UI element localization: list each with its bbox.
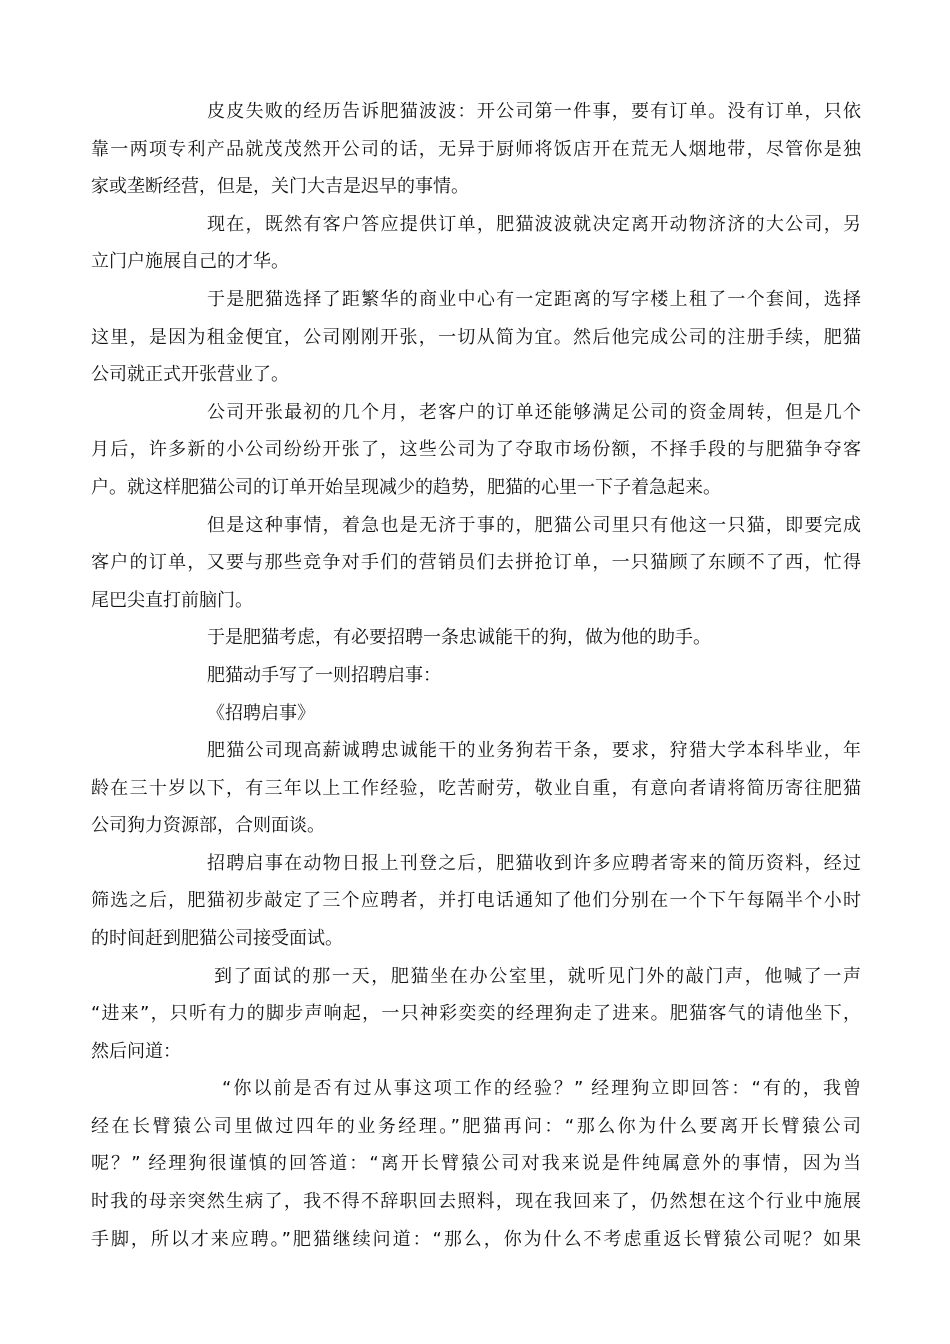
text-line: 家或垄断经营，但是，关门大吉是迟早的事情。 bbox=[91, 176, 469, 197]
text-line: 靠一两项专利产品就茂茂然开公司的话，无异于厨师将饭店开在荒无人烟地带，尽管你是独 bbox=[91, 139, 861, 160]
text-line: 现在，既然有客户答应提供订单，肥猫波波就决定离开动物济济的大公司，另 bbox=[207, 214, 861, 235]
text-line: 手脚，所以才来应聘。”肥猫继续问道：“那么，你为什么不考虑重返长臂猿公司呢？如果 bbox=[91, 1229, 861, 1250]
text-line: 经在长臂猿公司里做过四年的业务经理。”肥猫再问：“那么你为什么要离开长臂猿公司 bbox=[91, 1116, 861, 1137]
text-line: 但是这种事情，着急也是无济于事的，肥猫公司里只有他这一只猫，即要完成 bbox=[207, 515, 861, 536]
text-line: 尾巴尖直打前脑门。 bbox=[91, 590, 253, 611]
text-line: 于是肥猫考虑，有必要招聘一条忠诚能干的狗，做为他的助手。 bbox=[207, 627, 711, 648]
text-line: 肥猫动手写了一则招聘启事： bbox=[207, 665, 441, 686]
text-line: 到了面试的那一天，肥猫坐在办公室里，就听见门外的敲门声，他喊了一声 bbox=[214, 966, 861, 987]
text-line: 月后，许多新的小公司纷纷开张了，这些公司为了夺取市场份额，不择手段的与肥猫争夺客 bbox=[91, 439, 861, 460]
text-line: 筛选之后，肥猫初步敲定了三个应聘者，并打电话通知了他们分别在一个下午每隔半个小时 bbox=[91, 890, 861, 911]
text-line: 户。就这样肥猫公司的订单开始呈现减少的趋势，肥猫的心里一下子着急起来。 bbox=[91, 477, 721, 498]
text-line: 立门户施展自己的才华。 bbox=[91, 251, 289, 272]
text-line: 肥猫公司现高薪诚聘忠诚能干的业务狗若干条，要求，狩猎大学本科毕业，年 bbox=[207, 740, 861, 761]
text-line: “进来”，只听有力的脚步声响起，一只神彩奕奕的经理狗走了进来。肥猫客气的请他坐下， bbox=[91, 1003, 861, 1024]
text-line: 呢？” 经理狗很谨慎的回答道：“离开长臂猿公司对我来说是件纯属意外的事情，因为当 bbox=[91, 1153, 861, 1174]
text-line: 然后问道： bbox=[91, 1041, 181, 1062]
heading-line: 《招聘启事》 bbox=[207, 703, 315, 724]
text-line: 时我的母亲突然生病了，我不得不辞职回去照料，现在我回来了，仍然想在这个行业中施展 bbox=[91, 1191, 861, 1212]
text-line: 这里，是因为租金便宜，公司刚刚开张，一切从简为宜。然后他完成公司的注册手续，肥猫 bbox=[91, 327, 861, 348]
text-line: 皮皮失败的经历告诉肥猫波波：开公司第一件事，要有订单。没有订单，只依 bbox=[207, 101, 861, 122]
text-line: 公司狗力资源部，合则面谈。 bbox=[91, 815, 325, 836]
text-line: 于是肥猫选择了距繁华的商业中心有一定距离的写字楼上租了一个套间，选择 bbox=[207, 289, 861, 310]
text-line: 的时间赶到肥猫公司接受面试。 bbox=[91, 928, 343, 949]
text-line: 客户的订单，又要与那些竞争对手们的营销员们去拼抢订单，一只猫顾了东顾不了西，忙得 bbox=[91, 552, 861, 573]
text-line: 招聘启事在动物日报上刊登之后，肥猫收到许多应聘者寄来的简历资料，经过 bbox=[207, 853, 861, 874]
text-line: 龄在三十岁以下，有三年以上工作经验，吃苦耐劳，敬业自重，有意向者请将简历寄往肥猫 bbox=[91, 778, 861, 799]
text-line: 公司开张最初的几个月，老客户的订单还能够满足公司的资金周转，但是几个 bbox=[207, 402, 861, 423]
text-line: “你以前是否有过从事这项工作的经验？” 经理狗立即回答：“有的，我曾 bbox=[222, 1078, 861, 1099]
text-line: 公司就正式开张营业了。 bbox=[91, 364, 289, 385]
